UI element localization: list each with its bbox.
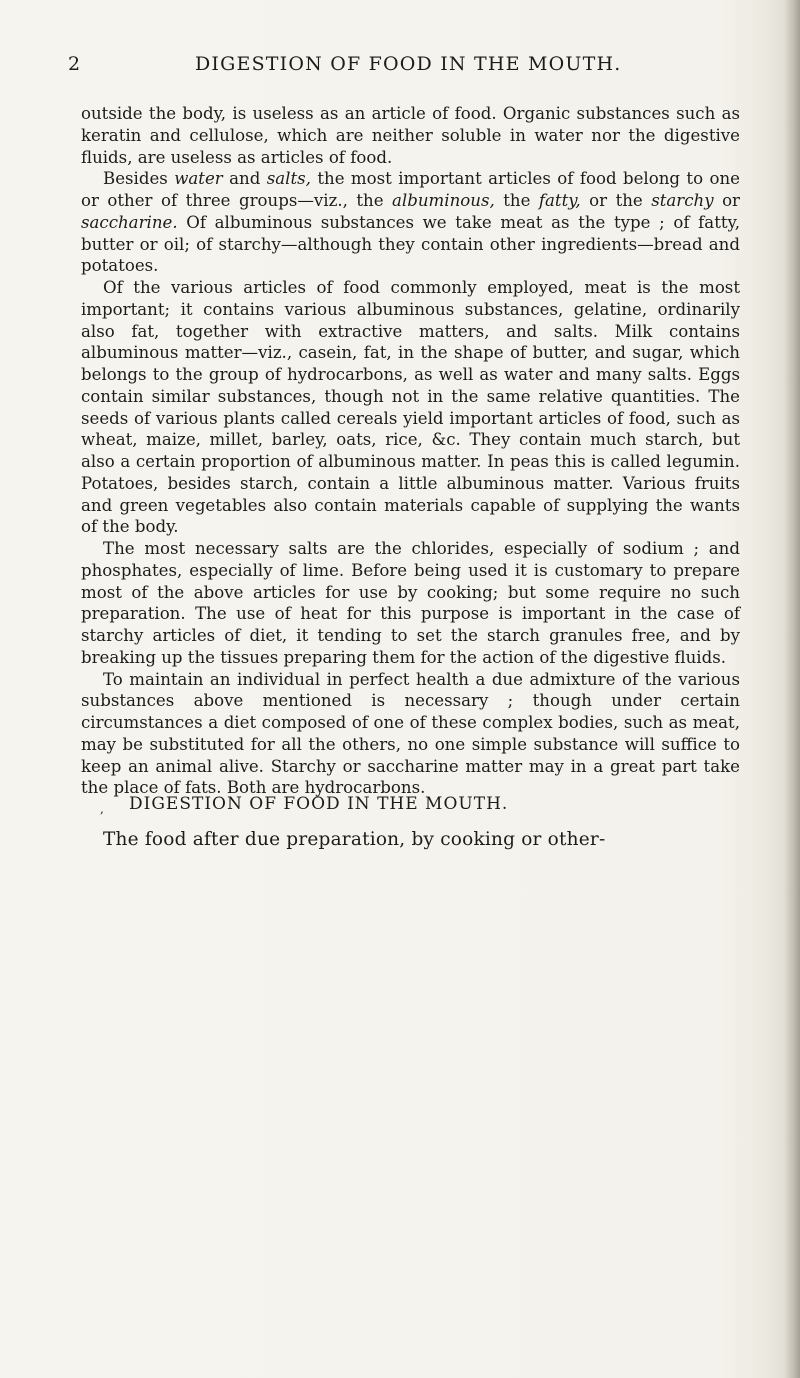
p2-italic-water: water: [174, 169, 223, 189]
p2-text-m: Of albuminous substances we take meat as the type ; of fatty, butter or oil; of starchy—although they contain other ingredients—bread and potatoes.: [81, 212, 740, 276]
running-title: DIGESTION OF FOOD IN THE MOUTH.: [195, 53, 622, 75]
running-head: [68, 53, 733, 83]
page-number: 2: [68, 53, 82, 75]
p2-text-c: and: [222, 169, 267, 189]
p2-text-e: the most important articles of food belong to one or other of three groups—viz., the: [81, 169, 740, 210]
paragraph-2: [81, 168, 740, 277]
section-first-line: The food after due preparation, by cooking or other-: [103, 829, 606, 850]
p2-italic-fatty: fatty,: [538, 191, 581, 210]
p2-text-k: or: [713, 191, 740, 210]
p2-italic-saccharine: saccharine.: [81, 212, 178, 232]
paragraph-4: The most necessary salts are the chlorides, especially of sodium ; and phosphates, especially of lime. Before being used it is customary to prepare most of the above articles for use by cooking; but some require no such preparation. The use of heat for this purpose is important in the case of starchy articles of diet, it tending to set the starch granules free, and by breaking up the tissues preparing them for the action of the digestive fluids.: [81, 539, 740, 667]
paragraph-1: outside the body, is useless as an article of food. Organic substances such as keratin and cellulose, which are neither soluble in water nor the digestive fluids, are useless as articles of food.: [81, 104, 740, 167]
p2-italic-starchy: starchy: [651, 191, 714, 210]
p2-text-g: the: [494, 191, 539, 210]
page-edge-shadow: [784, 0, 800, 1378]
p2-text-a: Besides: [103, 169, 175, 189]
paragraph-5: To maintain an individual in perfect health a due admixture of the various substances above mentioned is necessary ; though under certain circumstances a diet composed of one of these complex bodies, such as meat, may be substituted for all the others, no one simple substance will suffice to keep an animal alive. Starchy or saccharine matter may in a great part take the place of fats. Both are hydrocarbons.: [81, 669, 740, 798]
heading-mark: ,: [100, 802, 105, 816]
heading-text: DIGESTION OF FOOD IN THE MOUTH.: [129, 794, 509, 814]
p2-text-i: or the: [580, 191, 652, 210]
p2-italic-salts: salts,: [266, 169, 311, 189]
p2-italic-albuminous: albuminous,: [392, 191, 495, 210]
paragraph-3: Of the various articles of food commonly employed, meat is the most important; it contains various albuminous substances, gelatine, ordinarily also fat, together with extractive matters, and salts. Milk contains albuminous matter—viz., casein, fat, in the shape of butter, and sugar, which belongs to the group of hydrocarbons, as well as water and many salts. Eggs contain similar substances, though not in the same relative quantities. The seeds of various plants called cereals yield important articles of food, such as wheat, maize, millet, barley, oats, rice, &c. They contain much starch, but also a certain proportion of albuminous matter. In peas this is called legumin. Potatoes, besides starch, contain a little albuminous matter. Various fruits and green vegetables also contain materials capable of supplying the wants of the body.: [81, 278, 740, 537]
body-text: [81, 103, 740, 799]
section-heading: [81, 794, 740, 820]
